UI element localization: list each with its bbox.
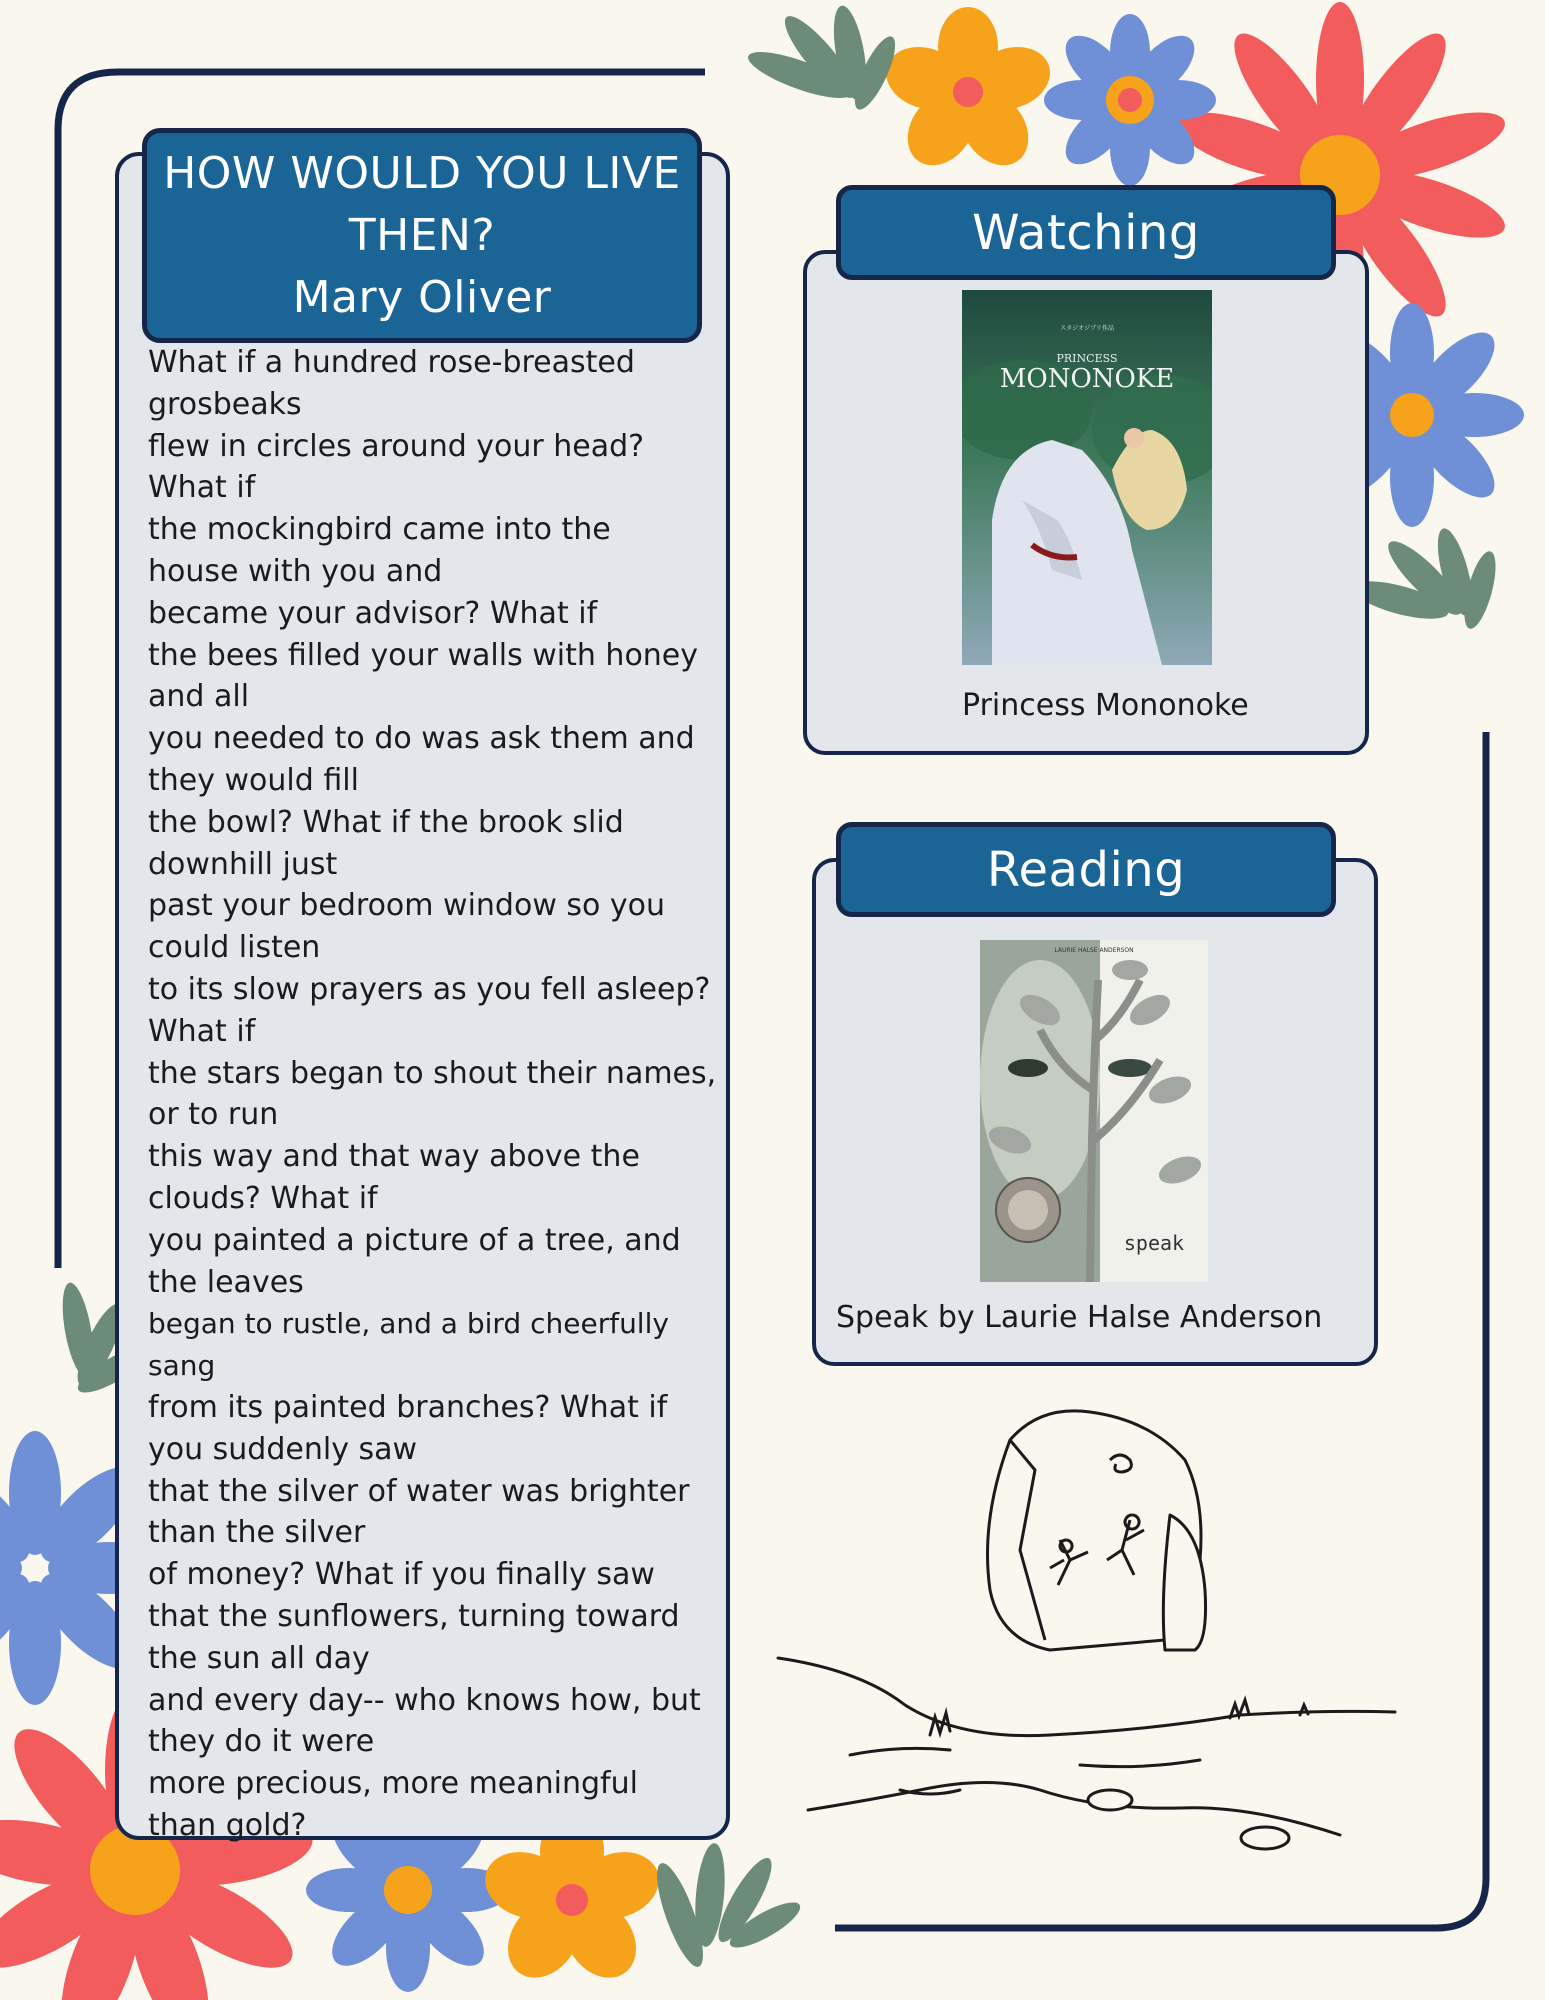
poem-title-line-2: THEN? bbox=[348, 209, 496, 261]
poster-text-tiny: スタジオジブリ作品 bbox=[1060, 325, 1114, 332]
poem-line: that the silver of water was brighter bbox=[148, 1473, 690, 1509]
poem-line: this way and that way above the bbox=[148, 1139, 640, 1175]
poem-line: clouds? What if bbox=[148, 1180, 378, 1216]
poem-line: What if bbox=[148, 1013, 256, 1049]
poem-line: past your bedroom window so you bbox=[148, 888, 666, 924]
poem-line: could listen bbox=[148, 930, 321, 966]
poem-line: from its painted branches? What if bbox=[148, 1389, 668, 1425]
cover-author: LAURIE HALSE ANDERSON bbox=[1054, 947, 1134, 954]
poem-line: became your advisor? What if bbox=[148, 595, 598, 631]
poem-line: the stars began to shout their names, bbox=[148, 1055, 717, 1091]
poem-line: they would fill bbox=[148, 762, 359, 798]
poem-line: to its slow prayers as you fell asleep? bbox=[148, 971, 711, 1007]
watching-caption: Princess Mononoke bbox=[962, 688, 1249, 723]
poem-line: What if a hundred rose-breasted bbox=[148, 345, 635, 380]
poem-line: grosbeaks bbox=[148, 386, 302, 422]
poem-line: downhill just bbox=[148, 846, 338, 882]
poem-line: they do it were bbox=[148, 1724, 375, 1760]
speak-cover-art bbox=[980, 940, 1208, 1282]
poem-line: flew in circles around your head? bbox=[148, 428, 645, 464]
poem-line: house with you and bbox=[148, 553, 443, 589]
stream-sketch bbox=[778, 1658, 1395, 1849]
leaf-green-bottom bbox=[648, 1842, 806, 1971]
cover-title: speak bbox=[1123, 1231, 1185, 1255]
poem-line: more precious, more meaningful bbox=[148, 1766, 638, 1802]
speak-book-cover bbox=[980, 940, 1208, 1282]
watching-heading: Watching bbox=[836, 185, 1336, 280]
poem-line: or to run bbox=[148, 1097, 279, 1133]
poem-line: that the sunflowers, turning toward bbox=[148, 1598, 680, 1634]
poem-line: What if bbox=[148, 470, 256, 506]
poem-line: you needed to do was ask them and bbox=[148, 721, 695, 757]
poem-line: the sun all day bbox=[148, 1640, 370, 1676]
poem-author: Mary Oliver bbox=[292, 271, 552, 323]
poster-text-main: MONONOKE bbox=[999, 364, 1175, 394]
stone-petroglyph-sketch bbox=[988, 1411, 1206, 1650]
leaf-green-top bbox=[744, 3, 903, 114]
poem-line: the bowl? What if the brook slid bbox=[148, 804, 624, 840]
poem-line: the leaves bbox=[148, 1264, 304, 1300]
poem-title-line-1: HOW WOULD YOU LIVE bbox=[163, 147, 681, 199]
poem-line: and every day-- who knows how, but bbox=[148, 1682, 701, 1718]
poem-line: began to rustle, and a bird cheerfully bbox=[148, 1307, 669, 1341]
poster-text-top: PRINCESS bbox=[1056, 352, 1118, 365]
poem-line: the mockingbird came into the bbox=[148, 512, 611, 548]
leaf-green-right bbox=[1348, 525, 1502, 632]
poem-line: you painted a picture of a tree, and bbox=[148, 1222, 681, 1258]
flower-orange-top bbox=[878, 7, 1058, 178]
poem-line: and all bbox=[148, 679, 250, 715]
reading-caption: Speak by Laurie Halse Anderson bbox=[836, 1300, 1323, 1335]
flower-blue-top bbox=[1044, 14, 1216, 186]
poem-line: the bees filled your walls with honey bbox=[148, 637, 699, 673]
poem-line: you suddenly saw bbox=[148, 1431, 418, 1467]
poem-line: than the silver bbox=[148, 1515, 366, 1551]
poem-title-box bbox=[142, 128, 702, 343]
poem-line: than gold? bbox=[148, 1807, 307, 1843]
poem-line: sang bbox=[148, 1349, 216, 1383]
mononoke-poster-art bbox=[962, 290, 1212, 665]
poem-line: of money? What if you finally saw bbox=[148, 1557, 655, 1593]
mononoke-poster bbox=[962, 290, 1212, 665]
reading-heading: Reading bbox=[836, 822, 1336, 917]
poem-body bbox=[148, 342, 728, 1847]
